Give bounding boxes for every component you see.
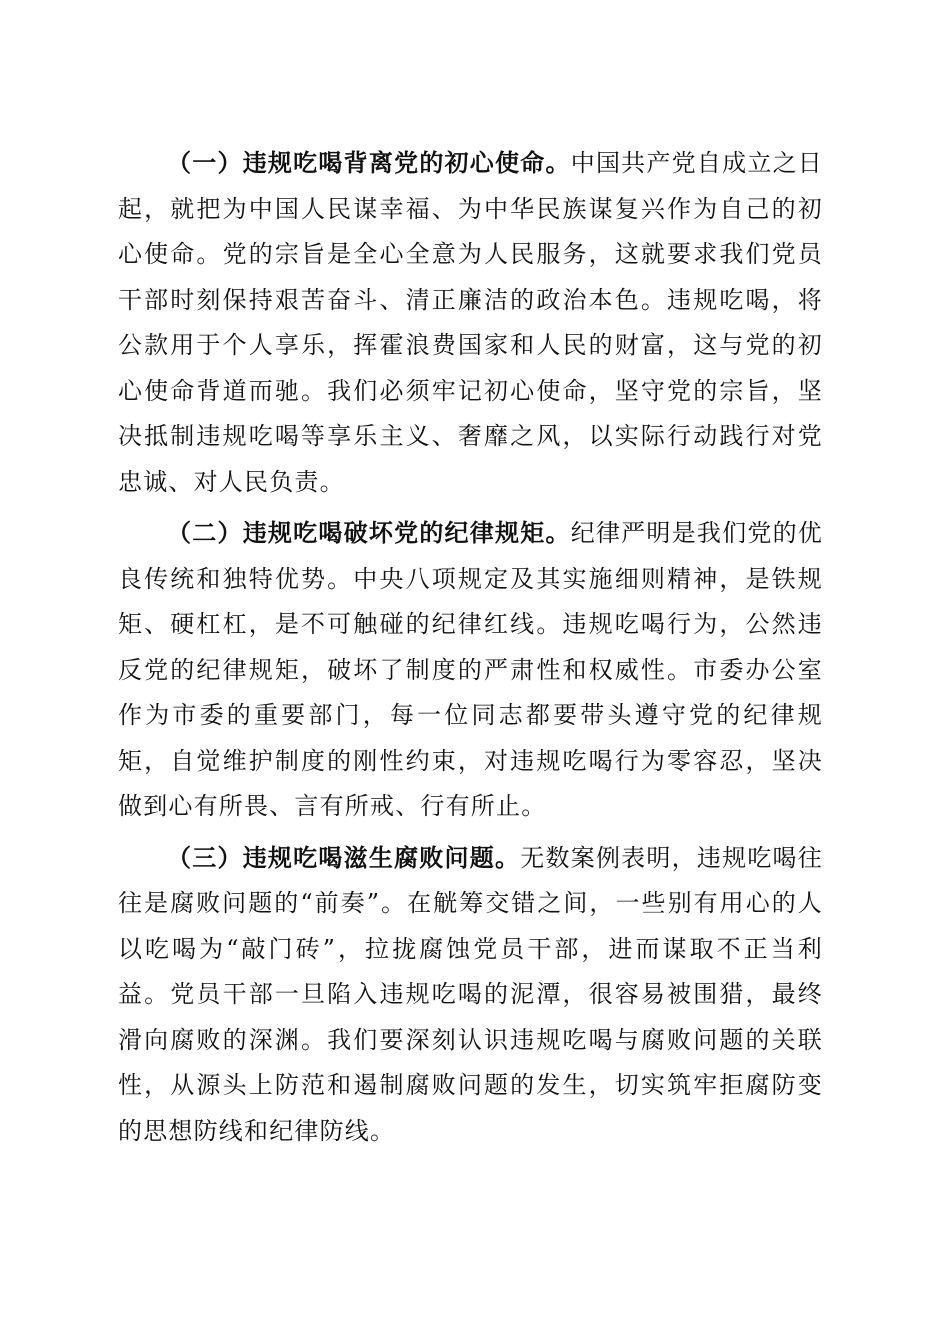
section-heading-1: （一）违规吃喝背离党的初心使命。 bbox=[167, 148, 571, 177]
section-paragraph-3 bbox=[118, 835, 823, 1155]
section-heading-3: （三）违规吃喝滋生腐败问题。 bbox=[167, 842, 521, 872]
section-paragraph-2 bbox=[118, 510, 823, 830]
section-paragraph-1 bbox=[118, 140, 823, 505]
section-body-3: 无数案例表明，违规吃喝往往是腐败问题的“前奏”。在觥筹交错之间，一些别有用心的人以吃喝为“敲门砖”，拉拢腐蚀党员干部，进而谋取不正当利益。党员干部一旦陷入违规吃喝的泥潭，很容易被围猎，最终滑向腐败的深渊。我们要深刻认识违规吃喝与腐败问题的关联性，从源头上防范和遏制腐败问题的发生，切实筑牢拒腐防变的思想防线和纪律防线。 bbox=[118, 843, 823, 1145]
document-body bbox=[118, 140, 823, 1154]
section-body-1: 中国共产党自成立之日起，就把为中国人民谋幸福、为中华民族谋复兴作为自己的初心使命。党的宗旨是全心全意为人民服务，这就要求我们党员干部时刻保持艰苦奋斗、清正廉洁的政治本色。违规吃喝，将公款用于个人享乐，挥霍浪费国家和人民的财富，这与党的初心使命背道而驰。我们必须牢记初心使命，坚守党的宗旨，坚决抵制违规吃喝等享乐主义、奢靡之风，以实际行动践行对党忠诚、对人民负责。 bbox=[118, 149, 824, 496]
section-heading-2: （二）违规吃喝破坏党的纪律规矩。 bbox=[167, 518, 571, 547]
section-body-2: 纪律严明是我们党的优良传统和独特优势。中央八项规定及其实施细则精神，是铁规矩、硬杠杠，是不可触碰的纪律红线。违规吃喝行为，公然违反党的纪律规矩，破坏了制度的严肃性和权威性。市委办公室作为市委的重要部门，每一位同志都要带头遵守党的纪律规矩，自觉维护制度的刚性约束，对违规吃喝行为零容忍，坚决做到心有所畏、言有所戒、行有所止。 bbox=[118, 519, 824, 820]
